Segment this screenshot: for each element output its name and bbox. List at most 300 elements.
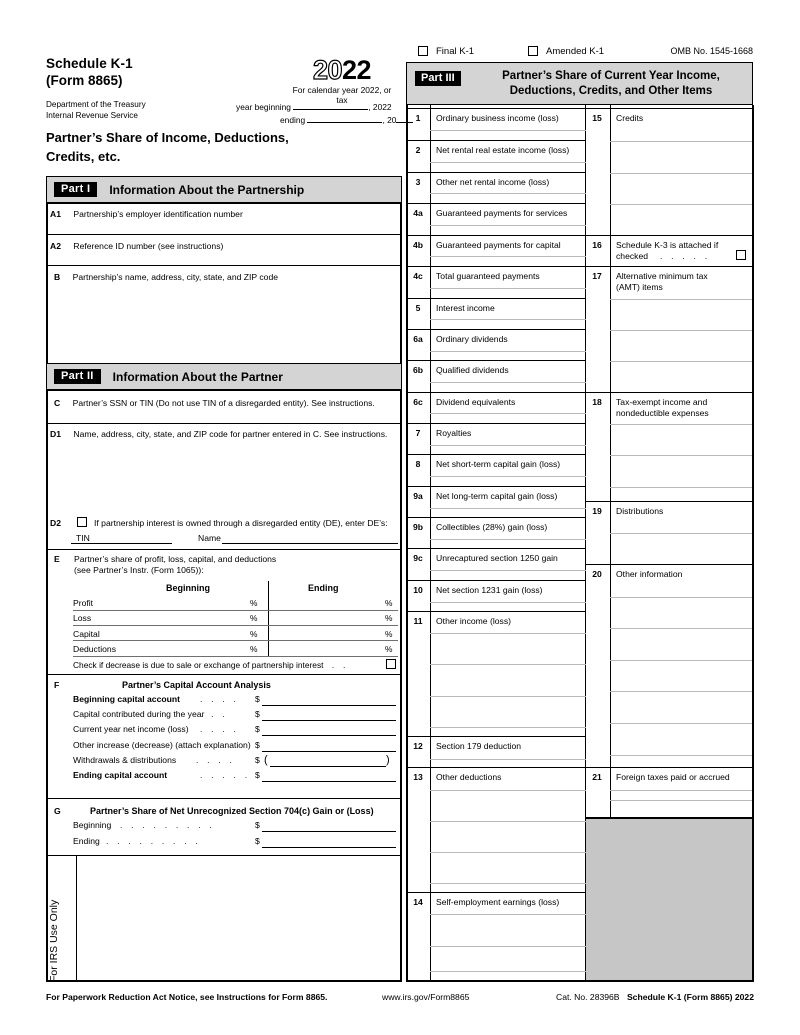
p3-left-hairline — [430, 288, 586, 289]
field-e-row-rule — [73, 656, 398, 657]
p3-item-number: 3 — [415, 177, 421, 187]
p3-item-number: 10 — [413, 585, 423, 595]
field-e-beginning-input[interactable] — [73, 596, 268, 609]
p3-item-label: Dividend equivalents — [436, 397, 516, 407]
page-title-line-1: Partner’s Share of Income, Deductions, — [46, 130, 289, 145]
p3-item-number: 7 — [415, 428, 421, 438]
field-e-row-label: Profit — [73, 598, 94, 608]
p3-item-value-input[interactable] — [432, 188, 584, 203]
field-d2-label: If partnership interest is owned through a disregarded entity (DE), enter DE’s: — [94, 518, 388, 528]
p3-item-value-input[interactable] — [432, 408, 584, 423]
department-line-1: Department of the Treasury — [46, 100, 146, 109]
p3-left-hairline — [430, 602, 586, 603]
p1-row-line-0 — [46, 203, 402, 204]
field-g-row-rule — [262, 831, 396, 832]
field-e-row-label: Capital — [73, 628, 100, 639]
field-a2-code: A2 — [50, 241, 61, 251]
form-number: (Form 8865) — [46, 73, 123, 88]
field-f-row-label: Withdrawals & distributions — [73, 754, 177, 765]
p3-right-item-label: Schedule K-3 is attached if — [616, 240, 719, 250]
field-g-row-rule — [262, 847, 396, 848]
field-e-ending-input[interactable] — [272, 596, 396, 609]
p3-right-row-rule — [585, 564, 753, 565]
field-f-amount-input[interactable] — [262, 768, 392, 781]
field-f-heading: Partner’s Capital Account Analysis — [122, 680, 271, 690]
year-beginning-label: year beginning — [236, 102, 291, 112]
field-e-checkline-label: Check if decrease is due to sale or exchange of partnership interest — [73, 660, 324, 670]
p3-item-value-input[interactable] — [432, 376, 584, 391]
field-f-row-rule — [262, 781, 396, 782]
field-e-checkline-dots: . . — [331, 660, 349, 670]
p2-line-c-top — [46, 390, 402, 391]
p3-left-row-rule — [406, 266, 586, 267]
footer-schedule-id: Schedule K-1 (Form 8865) 2022 — [626, 992, 754, 1002]
field-f-amount-input[interactable] — [262, 692, 392, 705]
field-e-vert-divider — [268, 581, 269, 657]
p3-left-border — [406, 105, 408, 982]
p3-left-row-rule — [406, 517, 586, 518]
field-d1-code: D1 — [50, 429, 61, 439]
p3-item-label: Guaranteed payments for capital — [436, 240, 561, 250]
field-f-amount-input[interactable] — [262, 738, 392, 751]
p3-right-row-rule — [585, 767, 753, 768]
p3-item-number: 8 — [415, 459, 421, 469]
p3-right-item-label: Tax-exempt income and — [616, 397, 708, 407]
p3-left-hairline — [430, 664, 586, 665]
field-f-dollar-sign: $ — [255, 770, 260, 780]
p3-item-value-input[interactable] — [432, 219, 584, 234]
p3-left-row-rule — [406, 611, 586, 612]
p3-item-value-input[interactable] — [432, 470, 584, 485]
p3-left-hairline — [430, 971, 586, 972]
field-f-row-label: Beginning capital account — [73, 694, 180, 704]
field-g-amount-input[interactable] — [262, 834, 396, 847]
p3-left-hairline — [430, 445, 586, 446]
field-e-checkline — [73, 660, 349, 670]
field-g-code: G — [54, 806, 61, 816]
p3-item-label: Ordinary dividends — [436, 334, 508, 344]
p3-left-row-rule — [406, 360, 586, 361]
field-e-percent-sign: % — [250, 613, 258, 624]
field-e-col-beginning: Beginning — [166, 583, 210, 593]
field-f-row-label: Current year net income (loss) — [73, 724, 189, 735]
year-beginning-suffix: , 2022 — [368, 102, 392, 112]
p3-left-hairline — [430, 130, 586, 131]
field-d1-label: Name, address, city, state, and ZIP code for partner entered in C. See instructions. — [73, 429, 388, 439]
p3-left-hairline — [430, 508, 586, 509]
p1-row-line-2 — [46, 265, 402, 266]
p3-left-row-rule — [406, 235, 586, 236]
field-e-ending-input[interactable] — [272, 611, 396, 624]
footer-url[interactable]: www.irs.gov/Form8865 — [382, 992, 470, 1002]
part3-title-line-1: Partner’s Share of Current Year Income, — [502, 70, 720, 82]
field-f-row-dots: . . . . . — [200, 770, 251, 780]
field-e-percent-sign: % — [385, 644, 393, 655]
p3-item-label: Total guaranteed payments — [436, 271, 540, 281]
calendar-year-note: For calendar year 2022, or tax — [292, 85, 392, 105]
p3-left-hairline — [430, 539, 586, 540]
p3-item-number: 11 — [413, 616, 423, 626]
schedule-title: Schedule K-1 — [46, 56, 133, 71]
field-f-row-rule — [270, 766, 386, 767]
p3-item-value-input[interactable] — [432, 439, 584, 454]
part2-title: Information About the Partner — [112, 369, 283, 384]
p3-left-row-rule — [406, 392, 586, 393]
p3-right-item-number: 16 — [592, 240, 602, 250]
irs-use-only-label: For IRS Use Only — [48, 899, 60, 982]
p3-item-number: 2 — [415, 145, 421, 155]
field-a1-code: A1 — [50, 209, 61, 219]
field-a1[interactable] — [50, 209, 243, 219]
field-e-ending-input[interactable] — [272, 642, 396, 655]
p3-right-item-label-2: nondeductible expenses — [616, 408, 709, 418]
p3-right-row-rule — [585, 266, 753, 267]
p3-item-number: 9a — [413, 491, 423, 501]
p3-item-value-input[interactable] — [432, 564, 584, 579]
p3-left-row-rule — [406, 767, 586, 768]
p3-item-number: 12 — [413, 741, 423, 751]
p3-left-hairline — [430, 914, 586, 915]
p3-item-value-input[interactable] — [432, 533, 584, 548]
field-c[interactable] — [54, 398, 375, 408]
part1-title: Information About the Partnership — [109, 182, 305, 197]
year-ending-row — [280, 114, 413, 125]
field-e-beginning-input[interactable] — [73, 627, 268, 640]
field-g-heading: Partner’s Share of Net Unrecognized Section 704(c) Gain or (Loss) — [90, 806, 374, 816]
p3-item-label: Collectibles (28%) gain (loss) — [436, 522, 548, 532]
p3-right-item-number: 17 — [592, 271, 602, 281]
p3-right-item-number: 19 — [592, 506, 602, 516]
p3-left-hairline — [430, 256, 586, 257]
p3-left-row-rule — [406, 454, 586, 455]
p3-left-hairline — [430, 319, 586, 320]
p3-item-label: Qualified dividends — [436, 365, 509, 375]
p3-item-value-input[interactable] — [432, 596, 584, 611]
footer-cat-number: Cat. No. 28396B — [556, 992, 620, 1002]
p3-item-value-input[interactable] — [432, 908, 584, 923]
d2-tin-rule — [71, 543, 172, 544]
field-f-paren-close: ) — [386, 753, 390, 766]
p3-shade-top-rule — [586, 817, 753, 819]
p3-item-number: 4b — [412, 240, 424, 250]
p3-left-row-rule — [406, 580, 586, 581]
amended-k1-checkbox[interactable] — [528, 46, 538, 56]
field-e-ending-input[interactable] — [272, 627, 396, 640]
p3-item-number: 6c — [413, 397, 423, 407]
field-e-line1: Partner’s share of profit, loss, capital, and deductions — [74, 554, 277, 564]
p3-item-label: Section 179 deduction — [436, 741, 522, 751]
p3-item-label: Royalties — [436, 428, 472, 438]
p3-right-hairline — [610, 755, 752, 756]
p3-item-number: 6b — [412, 365, 424, 375]
field-g-row-label: Beginning — [73, 820, 112, 830]
irs-use-top-border — [46, 855, 402, 856]
p3-left-hairline — [430, 946, 586, 947]
p3-item-value-input[interactable] — [432, 627, 584, 642]
tax-year-hollow: 20 — [312, 55, 342, 85]
p3-item-value-input[interactable] — [432, 345, 584, 360]
field-e-percent-sign: % — [250, 644, 258, 655]
p3-right-hairline — [610, 691, 752, 692]
p3-left-hairline — [430, 162, 586, 163]
field-d2-checkbox[interactable] — [77, 517, 87, 527]
schedule-k3-attached-checkbox[interactable] — [736, 250, 746, 260]
field-e-percent-sign: % — [385, 628, 393, 639]
p3-item-value-input[interactable] — [432, 282, 584, 297]
p3-left-hairline — [430, 727, 586, 728]
field-f-row-dots: . . . . — [200, 724, 240, 735]
p3-left-row-rule — [406, 140, 586, 141]
p3-right-item-label: Distributions — [616, 506, 664, 516]
left-panel-right-border — [400, 176, 402, 982]
year-ending-label: ending — [280, 115, 306, 125]
field-d1[interactable] — [50, 429, 387, 439]
p3-right-item-label: Foreign taxes paid or accrued — [616, 772, 730, 782]
field-e-row-label: Deductions — [73, 644, 116, 655]
p3-right-border — [752, 105, 754, 982]
field-f-row-dots: . . . — [200, 709, 228, 720]
field-f-row-dots: . . . . — [200, 694, 240, 704]
p3-item-number: 6a — [413, 334, 423, 344]
p3-item-label: Self-employment earnings (loss) — [436, 897, 560, 907]
field-f-code: F — [54, 680, 60, 690]
p3-right-row-rule — [585, 392, 753, 393]
p3-left-hairline — [430, 696, 586, 697]
d2-name-rule — [222, 543, 398, 544]
p3-right-item-label: Credits — [616, 113, 644, 123]
p3-left-row-rule — [406, 736, 586, 737]
p3-right-row-rule — [585, 108, 753, 109]
p3-right-hairline — [610, 424, 752, 425]
p3-right-item-label-2: (AMT) items — [616, 282, 663, 292]
p2-line-d1-top — [46, 423, 402, 424]
field-d2-code: D2 — [50, 518, 61, 528]
field-f-dollar-sign: $ — [255, 724, 260, 735]
p2-line-g-top — [46, 798, 402, 799]
field-f-dollar-sign: $ — [255, 754, 260, 765]
p3-k3-dots: . . . . . — [660, 251, 711, 261]
part3-title — [475, 69, 747, 99]
p3-item-value-input[interactable] — [432, 251, 584, 266]
p3-item-number: 14 — [413, 897, 423, 907]
p3-item-number: 4c — [413, 271, 423, 281]
field-f-dollar-sign: $ — [255, 694, 260, 704]
field-f-amount-input[interactable] — [270, 753, 386, 766]
p3-left-row-rule — [406, 892, 586, 893]
field-b[interactable] — [54, 272, 278, 282]
p3-left-hairline — [430, 633, 586, 634]
field-e-col-ending: Ending — [308, 583, 339, 593]
field-e-percent-sign: % — [250, 628, 258, 639]
field-e-beginning-input[interactable] — [73, 642, 268, 655]
p3-right-row-rule — [585, 235, 753, 236]
p3-item-label: Net rental real estate income (loss) — [436, 145, 570, 155]
omb-number: OMB No. 1545-1668 — [670, 46, 753, 56]
part3-tag: Part III — [415, 71, 461, 86]
field-a2-label: Reference ID number (see instructions) — [73, 241, 224, 251]
p3-right-hairline — [610, 790, 752, 791]
p3-right-hairline — [610, 361, 752, 362]
p3-item-value-input[interactable] — [432, 156, 584, 171]
field-f-amount-input[interactable] — [262, 722, 392, 735]
p3-item-number: 9c — [413, 553, 423, 563]
field-a2[interactable] — [50, 241, 223, 251]
p3-left-hairline — [430, 382, 586, 383]
p3-right-hairline — [610, 173, 752, 174]
p3-item-label: Other deductions — [436, 772, 502, 782]
p3-right-item-value-input[interactable] — [612, 282, 750, 297]
p3-right-item-value-input[interactable] — [612, 580, 750, 595]
p3-right-hairline — [610, 330, 752, 331]
p3-left-hairline — [430, 476, 586, 477]
p3-right-item-number: 20 — [592, 569, 602, 579]
field-d2-tin-label: TIN — [76, 533, 90, 543]
p3-item-number: 13 — [413, 772, 423, 782]
p2-line-f-top — [46, 674, 402, 675]
p3-item-label: Net section 1231 gain (loss) — [436, 585, 543, 595]
p3-right-num-divider — [610, 105, 611, 819]
tax-year-solid: 22 — [342, 55, 372, 85]
p3-right-item-value-input[interactable] — [612, 408, 750, 423]
p3-left-row-rule — [406, 329, 586, 330]
field-f-row-label: Ending capital account — [73, 770, 168, 780]
p3-bottom-border — [406, 980, 753, 982]
p3-left-hairline — [430, 570, 586, 571]
p3-right-item-label: Other information — [616, 569, 683, 579]
p3-item-number: 5 — [415, 303, 421, 313]
p3-item-label: Other net rental income (loss) — [436, 177, 550, 187]
p3-right-hairline — [610, 141, 752, 142]
p2-line-e-top — [46, 549, 402, 550]
department-line-2: Internal Revenue Service — [46, 110, 138, 120]
field-f-row-label: Other increase (decrease) (attach explanation) — [73, 739, 251, 750]
p3-right-item-value-input[interactable] — [612, 124, 750, 139]
top-checkbox-strip — [418, 44, 753, 62]
field-g-amount-input[interactable] — [262, 818, 396, 831]
p3-right-item-label-2: checked — [616, 251, 649, 261]
field-f-dollar-sign: $ — [255, 739, 260, 750]
field-f-row-dots: . . . . — [196, 754, 236, 765]
p3-left-row-rule — [406, 548, 586, 549]
p3-right-item-number: 18 — [592, 397, 602, 407]
p3-right-hairline — [610, 204, 752, 205]
p3-right-item-label: Alternative minimum tax — [616, 271, 708, 281]
year-beginning-input[interactable] — [293, 101, 368, 110]
p3-left-row-rule — [406, 298, 586, 299]
p3-right-hairline — [610, 533, 752, 534]
p3-right-hairline — [610, 660, 752, 661]
p3-left-row-rule — [406, 486, 586, 487]
p3-item-label: Guaranteed payments for services — [436, 208, 568, 218]
field-e-percent-sign: % — [385, 598, 393, 608]
part3-title-line-2: Deductions, Credits, and Other Items — [509, 85, 713, 97]
final-k1-checkbox[interactable] — [418, 46, 428, 56]
field-f-dollar-sign: $ — [255, 709, 260, 720]
irs-use-vert-border — [76, 855, 77, 981]
part3-banner — [406, 62, 753, 105]
field-f-amount-input[interactable] — [262, 707, 392, 720]
p3-left-row-rule — [406, 203, 586, 204]
field-e-percent-sign: % — [385, 613, 393, 624]
p3-item-number: 9b — [412, 522, 424, 532]
part1-tag: Part I — [54, 182, 97, 197]
p3-left-row-rule — [406, 172, 586, 173]
field-g-dollar-sign: $ — [255, 820, 260, 830]
p3-right-hairline — [610, 723, 752, 724]
year-ending-input[interactable] — [307, 114, 382, 123]
field-e-beginning-input[interactable] — [73, 611, 268, 624]
p3-left-row-rule — [406, 423, 586, 424]
p3-item-value-input[interactable] — [432, 124, 584, 139]
field-e-percent-sign: % — [250, 598, 258, 608]
p3-item-label: Ordinary business income (loss) — [436, 113, 559, 123]
p1-row-line-1 — [46, 234, 402, 235]
p3-left-hairline — [430, 225, 586, 226]
field-e-decrease-checkbox[interactable] — [386, 659, 396, 669]
p3-right-item-number: 15 — [592, 113, 602, 123]
part1-banner — [46, 176, 402, 203]
final-k1-label: Final K-1 — [436, 46, 475, 57]
field-g-row-dots: . . . . . . . . . — [120, 820, 215, 830]
department-block — [46, 100, 146, 121]
field-f-row-rule — [262, 720, 396, 721]
p3-right-hairline — [610, 800, 752, 801]
p3-right-item-value-input[interactable] — [612, 517, 750, 532]
p3-item-label: Net short-term capital gain (loss) — [436, 459, 561, 469]
left-panel-bottom-border — [46, 980, 402, 982]
p3-item-label: Unrecaptured section 1250 gain — [436, 553, 558, 563]
field-b-code: B — [54, 272, 61, 282]
p3-right-hairline — [610, 628, 752, 629]
year-beginning-row — [236, 101, 392, 112]
p3-right-row-rule — [585, 501, 753, 502]
p3-left-row-rule — [406, 108, 586, 109]
field-f-row-rule — [262, 705, 396, 706]
year-ending-suffix: , 20 — [382, 115, 397, 125]
p3-item-value-input[interactable] — [432, 502, 584, 517]
p3-item-label: Other income (loss) — [436, 616, 511, 626]
p3-item-label: Net long-term capital gain (loss) — [436, 491, 558, 501]
footer — [46, 992, 754, 1006]
field-c-code: C — [54, 398, 61, 408]
field-f-paren-open: ( — [264, 753, 268, 766]
p3-left-hairline — [430, 852, 586, 853]
p3-left-hairline — [430, 193, 586, 194]
part2-banner — [46, 363, 402, 390]
p3-left-hairline — [430, 821, 586, 822]
field-f-row-rule — [262, 751, 396, 752]
field-g-dollar-sign: $ — [255, 836, 260, 846]
p3-right-hairline — [610, 455, 752, 456]
field-f-row-label: Capital contributed during the year — [73, 709, 205, 720]
p3-right-item-number: 21 — [592, 772, 602, 782]
p3-left-hairline — [430, 351, 586, 352]
amended-k1-label: Amended K-1 — [546, 46, 605, 57]
field-b-label: Partnership’s name, address, city, state, and ZIP code — [72, 272, 279, 282]
field-e-line2: (see Partner’s Instr. (Form 1065)): — [74, 565, 204, 575]
p3-left-hairline — [430, 883, 586, 884]
p3-left-hairline — [430, 759, 586, 760]
p3-right-hairline — [610, 487, 752, 488]
p3-item-value-input[interactable] — [432, 314, 584, 329]
p3-right-hairline — [610, 299, 752, 300]
part2-tag: Part II — [54, 369, 101, 384]
field-d2-name-label: Name — [198, 533, 221, 543]
field-e-code: E — [54, 554, 60, 564]
field-c-label: Partner’s SSN or TIN (Do not use TIN of a disregarded entity). See instructions. — [72, 398, 375, 408]
p3-right-hairline — [610, 597, 752, 598]
field-a1-label: Partnership’s employer identification number — [73, 209, 243, 219]
